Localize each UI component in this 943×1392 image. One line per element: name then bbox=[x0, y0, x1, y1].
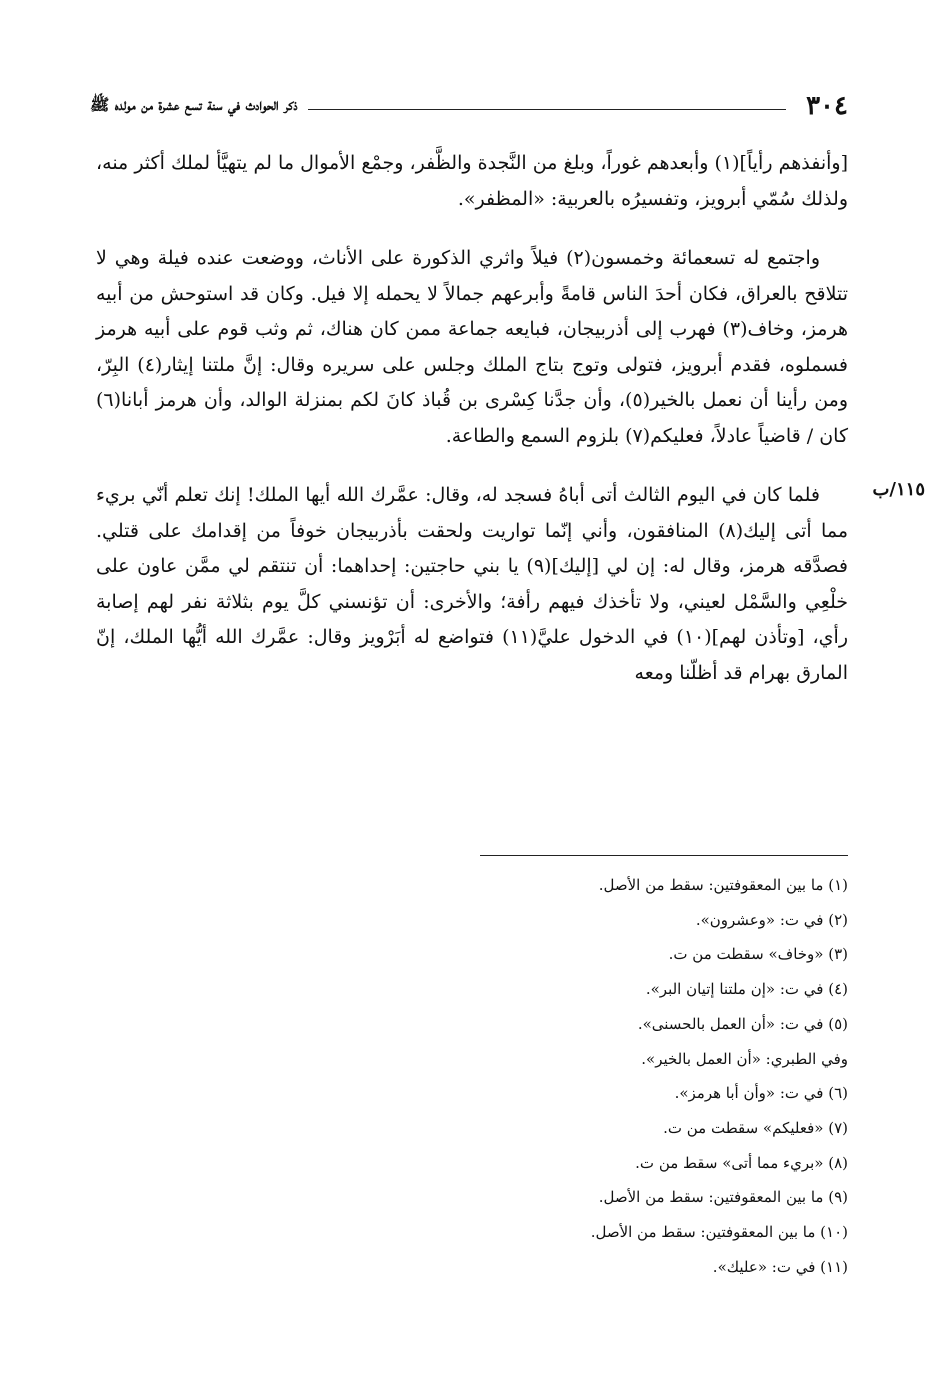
footnote: (٨) «بريء مما أتى» سقط من ت. bbox=[635, 1153, 848, 1172]
footnote: (٢) في ت: «وعشرون». bbox=[695, 910, 848, 929]
footnote: (٧) «فعليكم» سقطت من ت. bbox=[663, 1118, 848, 1137]
footnote: (١٠) ما بين المعقوفتين: سقط من الأصل. bbox=[590, 1223, 848, 1242]
footnotes bbox=[430, 868, 848, 1284]
footnote-separator bbox=[480, 855, 848, 856]
paragraph-3: فلما كان في اليوم الثالث أتى أباهُ فسجد له، وقال: عمَّرك الله أيها الملك! إنك تعلم أنّي بريء مما أتى إليك(٨) المنافقون، وأني إنّما تواريت ولحقت بأذربيجان خوفاً من إقدامك على قتلي. فصدَّقه هرمز، وقال له: إن لي [إليك](٩) يا بني حاجتين: إحداهما: أن تنتقم لي ممَّن عاون على خلْعِي والسَّمْل لعيني، ولا تأخذك فيهم رأفة؛ والأخرى: أن تؤنسني كلَّ يوم بثلاثة نفر لهم إصابة رأي، [وتأذن لهم](١٠) في الدخول عليَّ(١١) فتواضع له أبَرْويز وقال: عمَّرك الله أيُّها الملك، إنّ المارق بهرام قد أظلّنا ومعه bbox=[96, 484, 848, 684]
manuscript-folio-note: ١١٥/ب bbox=[872, 479, 925, 500]
footnote: (١١) في ت: «عليك». bbox=[712, 1257, 848, 1276]
footnote: (٥) في ت: «أن العمل بالحسنى». bbox=[637, 1014, 848, 1033]
footnote: وفي الطبري: «أن العمل بالخير». bbox=[641, 1049, 848, 1068]
page-number: ٣٠٤ bbox=[806, 91, 848, 121]
header-rule bbox=[308, 109, 787, 110]
paragraph-1: [وأنفذهم رأياً](١) وأبعدهم غوراً، وبلغ من النَّجدة والظَّفر، وجمْع الأموال ما لم يتهيَّأ لملك أكثر منه، ولذلك سُمّي أبرويز، وتفسيرُه بالعربية: «المظفر». bbox=[96, 152, 848, 210]
main-text bbox=[96, 146, 848, 715]
footnote: (٩) ما بين المعقوفتين: سقط من الأصل. bbox=[598, 1188, 848, 1207]
footnote: (٤) في ت: «إن ملتنا إتيان البر». bbox=[645, 980, 848, 999]
footnote: (٣) «وخاف» سقطت من ت. bbox=[668, 945, 848, 964]
page-header bbox=[90, 86, 848, 126]
running-title: ذكر الحوادث في سنة تسع عشرة من مولده ﷺ bbox=[90, 94, 298, 114]
footnote: (١) ما بين المعقوفتين: سقط من الأصل. bbox=[598, 876, 848, 894]
footnote: (٦) في ت: «وأن أبا هرمز». bbox=[674, 1084, 848, 1103]
paragraph-2: واجتمع له تسعمائة وخمسون(٢) فيلاً واثري الذكورة على الأناث، ووضعت عنده فيلة وهي لا تتلاقح بالعراق، فكان أحدَ الناس قامةً وأبرعهم جمالاً لا يحمله إلا فيل. وكان قد استوحش من أبيه هرمز، وخاف(٣) فهرب إلى أذربيجان، فبايعه جماعة ممن كان هناك، ثم وثب قوم على أبيه هرمز فسملوه، فقدم أبرويز، فتولى وتوج بتاج الملك وجلس على سريره وقال: إنَّ ملتنا إيثار(٤) البِرّ، ومن رأينا أن نعمل بالخير(٥)، وأن جدَّنا كِسْرى بن قُباذ كانَ لكم بمنزلة الوالد، وأن هرمز أبانا(٦) كان / قاضياً عادلاً، فعليكم(٧) بلزوم السمع والطاعة. bbox=[96, 247, 849, 447]
